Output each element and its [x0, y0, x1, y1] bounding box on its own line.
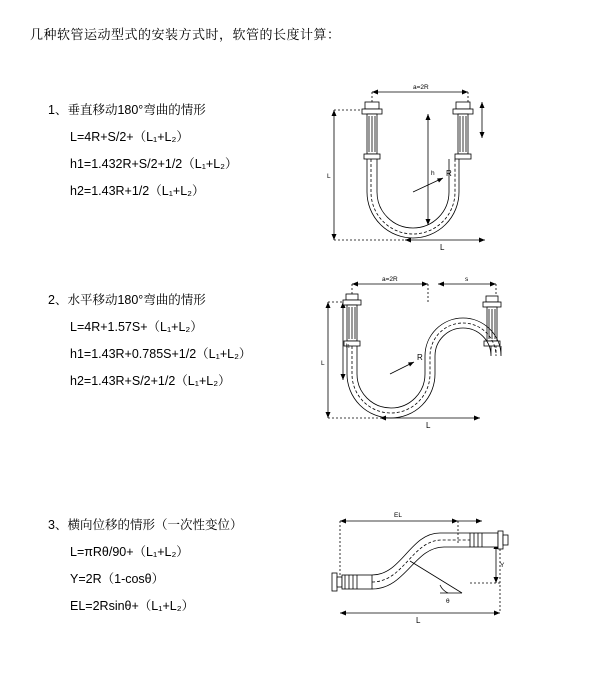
vertical-180-bend-diagram [310, 80, 590, 270]
label-angle: θ [446, 598, 450, 605]
label-side-dim: L [321, 360, 325, 367]
section-3-text [48, 515, 308, 623]
section-1-formula-1: L=4R+S/2+（L₁+L₂） [70, 130, 189, 144]
section-1-text [48, 100, 308, 208]
section-1-drawing [310, 80, 590, 270]
section-3-title: 3、横向位移的情形（一次性变位） [48, 518, 243, 532]
label-height-dim: h [431, 170, 435, 177]
section-1-title: 1、垂直移动180°弯曲的情形 [48, 103, 206, 117]
label-top-dim: a=2R [382, 276, 398, 283]
label-radius: R [446, 169, 452, 178]
section-2-title: 2、水平移动180°弯曲的情形 [48, 293, 206, 307]
label-top-dim: a=2R [413, 84, 429, 91]
label-height-dim: h [346, 343, 350, 350]
section-2-formula-2: h1=1.43R+0.785S+1/2（L₁+L₂） [70, 347, 252, 361]
label-bottom-dim: L [416, 616, 421, 625]
label-side-dim: L [327, 173, 331, 180]
intro-text: 几种软管运动型式的安装方式时，软管的长度计算： [30, 27, 341, 42]
section-2-formula-3: h2=1.43R+S/2+1/2（L₁+L₂） [70, 374, 231, 388]
label-radius: R [417, 353, 423, 362]
section-1-formula-2: h1=1.432R+S/2+1/2（L₁+L₂） [70, 157, 238, 171]
section-3-formula-2: Y=2R（1-cosθ） [70, 572, 165, 586]
section-1-formula-3: h2=1.43R+1/2（L₁+L₂） [70, 184, 205, 198]
label-bottom-dim: L [440, 243, 445, 252]
section-2-text [48, 290, 308, 398]
label-top-dim-2: s [465, 276, 469, 283]
section-2-formula-1: L=4R+1.57S+（L₁+L₂） [70, 320, 203, 334]
section-2-drawing [310, 270, 590, 460]
label-top-dim: EL [394, 512, 402, 519]
section-3-formula-1: L=πRθ/90+（L₁+L₂） [70, 545, 189, 559]
lateral-offset-diagram [310, 495, 590, 685]
label-side-dim: Y [500, 562, 505, 569]
section-3-formula-3: EL=2Rsinθ+（L₁+L₂） [70, 599, 195, 613]
horizontal-180-bend-diagram [310, 270, 590, 460]
section-3-drawing [310, 495, 590, 685]
label-bottom-dim: L [426, 421, 431, 430]
